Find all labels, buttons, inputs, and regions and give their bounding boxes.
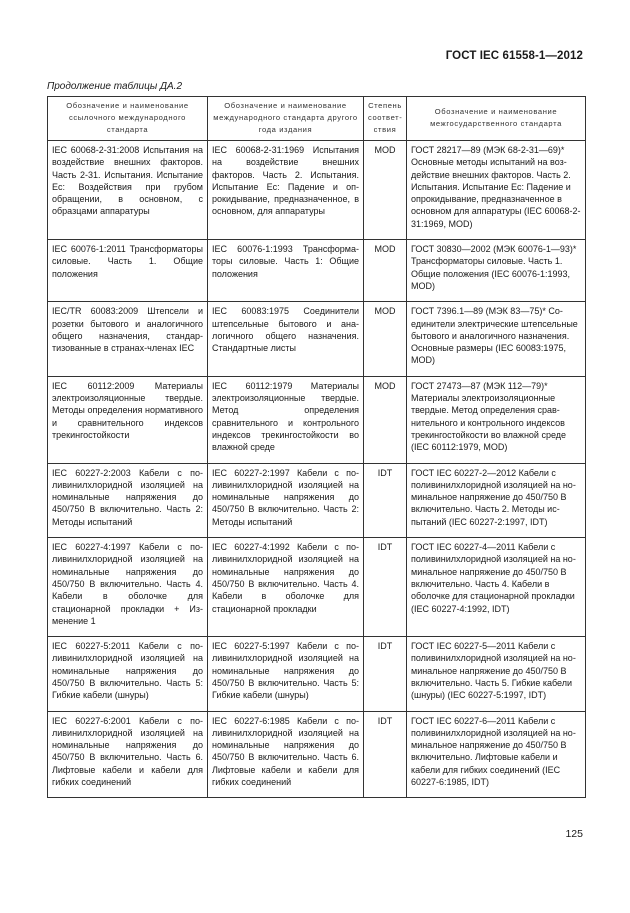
cell-other-edition-standard: IEC 60227-2:1997 Кабели с поливинилхлоридной изоляцией на номинальные напряжения до 450/750 В включительно. Часть 2: Методы испытаний [208, 463, 364, 537]
document-title: ГОСТ IEC 61558-1—2012 [445, 50, 583, 62]
cell-interstate-standard: ГОСТ 28217—89 (МЭК 68-2-31—69)* Основные методы испытаний на воздействие внешних факторов. Часть 2. Испытания. Испытание Ec: Падение и опрокидывание, предназначенное в основном для аппаратуры (IEC 60068-2-31:1969, MOD) [407, 141, 586, 240]
cell-reference-standard: IEC/TR 60083:2009 Штепсели и розетки бытового и аналогичного общего назначения, стандартизованные в странах-членах IEC [48, 302, 208, 376]
cell-interstate-standard: ГОСТ IEC 60227-4—2011 Кабели с поливинилхлоридной изоляцией на номинальное напряжение до 450/750 В включительно. Часть 4. Кабели в оболочке для стационарной прокладки (IEC 60227-4:1992, IDT) [407, 538, 586, 637]
header-reference-standard: Обозначение и наименование ссылочного международного стандарта [48, 97, 208, 141]
cell-conformity-degree: IDT [364, 711, 407, 798]
cell-reference-standard: IEC 60227-5:2011 Кабели с поливинилхлоридной изоляцией на номинальные напряжения до 450/750 В включительно. Часть 5: Гибкие кабели (шнуры) [48, 637, 208, 711]
cell-interstate-standard: ГОСТ 30830—2002 (МЭК 60076-1—93)* Трансформаторы силовые. Часть 1. Общие положения (IEC 60076-1:1993, MOD) [407, 240, 586, 302]
table-row [48, 463, 586, 537]
table-continuation-caption: Продолжение таблицы ДА.2 [47, 81, 183, 92]
cell-other-edition-standard: IEC 60076-1:1993 Трансформаторы силовые. Часть 1: Общие положения [208, 240, 364, 302]
cell-reference-standard: IEC 60076-1:2011 Трансформаторы силовые. Часть 1. Общие положения [48, 240, 208, 302]
cell-conformity-degree: MOD [364, 302, 407, 376]
table-row [48, 376, 586, 463]
cell-reference-standard: IEC 60227-2:2003 Кабели с поливинилхлоридной изоляцией на номинальные напряжения до 450/750 В включительно. Часть 2: Методы испытаний [48, 463, 208, 537]
header-interstate-standard: Обозначение и наименование межгосударственного стандарта [407, 97, 586, 141]
table-row [48, 711, 586, 798]
cell-interstate-standard: ГОСТ 27473—87 (МЭК 112—79)* Материалы электроизоляционные твердые. Метод определения сравнительного и контрольного индексов трекингостойкости во влажной среде (IEC 60112:1979, MOD) [407, 376, 586, 463]
cell-interstate-standard: ГОСТ IEC 60227-2—2012 Кабели с поливинилхлоридной изоляцией на номинальное напряжение до 450/750 В включительно. Часть 2. Методы испытаний (IEC 60227-2:1997, IDT) [407, 463, 586, 537]
header-conformity-degree: Степень соответ- ствия [364, 97, 407, 141]
cell-interstate-standard: ГОСТ IEC 60227-5—2011 Кабели с поливинилхлоридной изоляцией на номинальное напряжение до 450/750 В включительно. Часть 5. Гибкие кабели (шнуры) (IEC 60227-5:1997, IDT) [407, 637, 586, 711]
cell-other-edition-standard: IEC 60083:1975 Соединители штепсельные бытового и аналогичного общего назначения. Стандартные листы [208, 302, 364, 376]
table-row [48, 141, 586, 240]
cell-reference-standard: IEC 60227-4:1997 Кабели с поливинилхлоридной изоляцией на номинальные напряжения до 450/750 В включительно. Часть 4. Кабели в оболочке для стационарной прокладки + Изменение 1 [48, 538, 208, 637]
cell-other-edition-standard: IEC 60227-5:1997 Кабели с поливинилхлоридной изоляцией на номинальные напряжения до 450/750 В включительно. Часть 5: Гибкие кабели (шнуры) [208, 637, 364, 711]
cell-conformity-degree: IDT [364, 463, 407, 537]
cell-other-edition-standard: IEC 60227-4:1992 Кабели с поливинилхлоридной изоляцией на номинальные напряжения до 450/750 В включительно. Часть 4. Кабели в оболочке для стационарной прокладки [208, 538, 364, 637]
cell-conformity-degree: IDT [364, 637, 407, 711]
table-row [48, 240, 586, 302]
cell-conformity-degree: IDT [364, 538, 407, 637]
cell-interstate-standard: ГОСТ 7396.1—89 (МЭК 83—75)* Соединители электрические штепсельные бытового и аналогичного назначения. Основные размеры (IEC 60083:1975, MOD) [407, 302, 586, 376]
cell-reference-standard: IEC 60227-6:2001 Кабели с поливинилхлоридной изоляцией на номинальные напряжения до 450/750 В включительно. Часть 6. Лифтовые кабели и кабели для гибких соединений [48, 711, 208, 798]
cell-conformity-degree: MOD [364, 376, 407, 463]
table-row [48, 637, 586, 711]
standards-table [47, 96, 586, 798]
cell-other-edition-standard: IEC 60227-6:1985 Кабели с поливинилхлоридной изоляцией на номинальные напряжения до 450/750 В включительно. Часть 6. Лифтовые кабели и кабели для гибких соединений [208, 711, 364, 798]
table-header-row [48, 97, 586, 141]
cell-reference-standard: IEC 60068-2-31:2008 Испытания на воздействие внешних факторов. Часть 2-31. Испытания. Испытание Ec: Воздействия при грубом обращении, в основном, с образцами аппаратуры [48, 141, 208, 240]
table-row [48, 302, 586, 376]
cell-interstate-standard: ГОСТ IEC 60227-6—2011 Кабели с поливинилхлоридной изоляцией на номинальное напряжение до 450/750 В включительно. Лифтовые кабели и кабели для гибких соединений (IEC 60227-6:1985, IDT) [407, 711, 586, 798]
cell-other-edition-standard: IEC 60112:1979 Материалы электроизоляционные твердые. Метод определения сравнительного и контрольного индексов трекингостойкости во влажной среде [208, 376, 364, 463]
cell-conformity-degree: MOD [364, 240, 407, 302]
cell-other-edition-standard: IEC 60068-2-31:1969 Испытания на воздействие внешних факторов. Часть 2. Испытания. Испытание Ec: Падение и опрокидывание, предназначенное, в основном, для аппаратуры [208, 141, 364, 240]
cell-conformity-degree: MOD [364, 141, 407, 240]
cell-reference-standard: IEC 60112:2009 Материалы электроизоляционные твердые. Методы определения нормативного и сравнительного индексов трекингостойкости [48, 376, 208, 463]
page-number: 125 [565, 828, 583, 840]
table-row [48, 538, 586, 637]
header-other-edition-standard: Обозначение и наименование международного стандарта другого года издания [208, 97, 364, 141]
